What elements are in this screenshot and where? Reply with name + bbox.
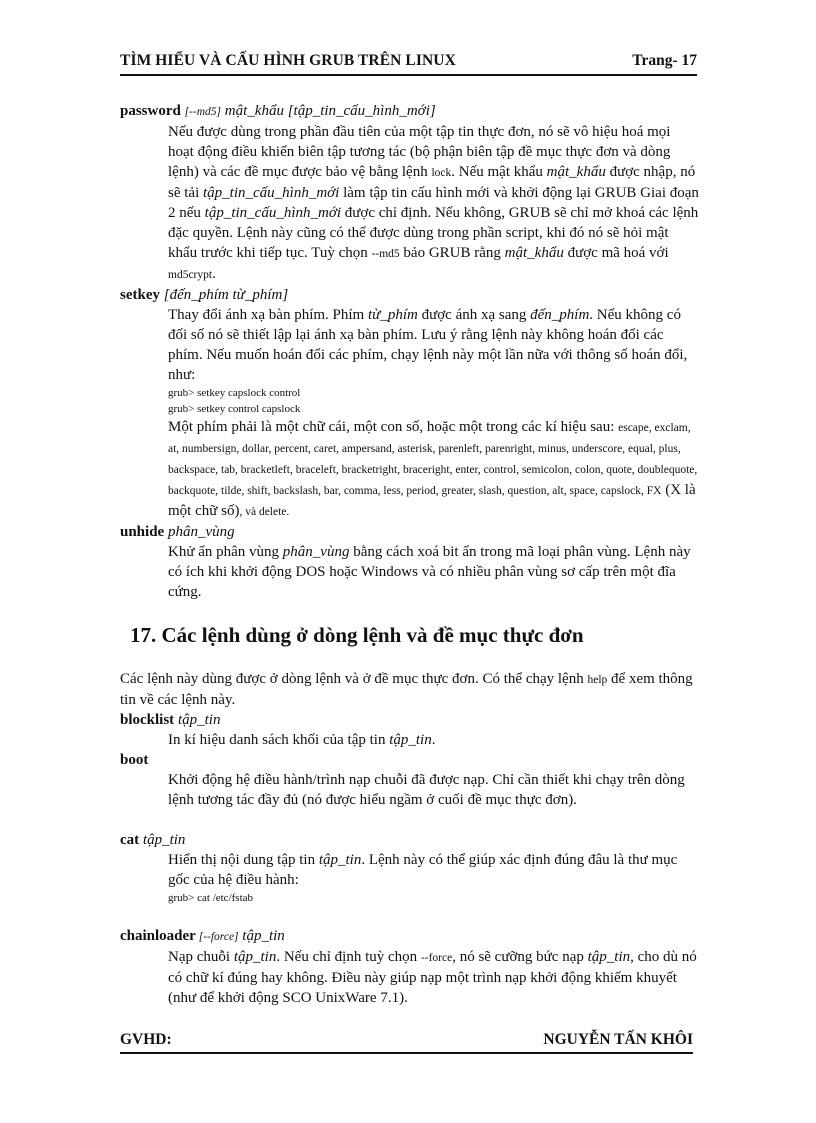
page-content [120, 101, 700, 1008]
command-args: tập_tin [139, 832, 186, 848]
command-name: chainloader [120, 928, 196, 944]
command-args: phân_vùng [164, 524, 235, 540]
code-line: grub> cat /etc/fstab [168, 892, 254, 904]
command-name: blocklist [120, 712, 175, 728]
command-name: cat [120, 832, 140, 848]
entry-desc-unhide: Khử ẩn phân vùng phân_vùng bằng cách xoá bit ẩn trong mã loại phân vùng. Lệnh này có ích khi khởi động DOS hoặc Windows và có nhiều phân vùng sơ cấp trên một đĩa cứng. [168, 544, 691, 600]
entry-heading-blocklist [120, 710, 700, 730]
entry-heading-chainloader [120, 926, 700, 947]
entry-heading-setkey [120, 285, 700, 305]
entry-desc-setkey: Thay đổi ánh xạ bàn phím. Phím từ_phím được ánh xạ sang đến_phím. Nếu không có đối số nó sẽ thiết lập lại ánh xạ bàn phím. Lưu ý rằng lệnh này không hoán đổi các phím. Nếu muốn hoán đổi các phím, chạy lệnh này một lần nữa với thông số hoán đổi, như: [168, 307, 688, 383]
section-intro: Các lệnh này dùng được ở dòng lệnh và ở đề mục thực đơn. Có thể chạy lệnh help để xem thông tin về các lệnh này. [120, 671, 693, 708]
header-title: TÌM HIỂU VÀ CẤU HÌNH GRUB TRÊN LINUX [120, 52, 456, 69]
entry-keys-setkey: Một phím phải là một chữ cái, một con số, hoặc một trong các kí hiệu sau: escape, exclam, at, numbersign, dollar, percent, caret, ampersand, asterisk, parenleft, parenright, minus, underscore, equal, plus, backspace, tab, bracketleft, braceleft, bracketright, braceright, enter, control, semicolon, colon, quote, doublequote, backquote, tilde, shift, backslash, bar, comma, less, period, greater, slash, question, alt, space, capslock, FX (X là một chữ số), và delete. [168, 419, 698, 519]
entry-heading-password [120, 101, 700, 122]
command-args: [đến_phím từ_phím] [160, 287, 289, 303]
command-option: [--md5] [184, 106, 222, 118]
spacer [120, 810, 700, 830]
code-line: grub> setkey control capslock [168, 403, 301, 415]
command-args: tập_tin [238, 928, 285, 944]
section-heading: 17. Các lệnh dùng ở dòng lệnh và đề mục thực đơn [130, 623, 584, 647]
entry-desc-cat: Hiển thị nội dung tập tin tập_tin. Lệnh này có thể giúp xác định đúng đâu là thư mục gốc của hệ điều hành: [168, 852, 678, 888]
command-args: mật_khẩu [tập_tin_cấu_hình_mới] [221, 103, 436, 119]
entry-desc-blocklist: In kí hiệu danh sách khối của tập tin tập_tin. [168, 732, 436, 748]
command-name: boot [120, 752, 149, 768]
command-args: tập_tin [174, 712, 221, 728]
command-name: setkey [120, 287, 160, 303]
entry-heading-boot [120, 750, 700, 770]
footer-author-name: NGUYỄN TẤN KHÔI [543, 1031, 693, 1048]
page-footer [120, 1030, 693, 1054]
header-page-number: Trang- 17 [632, 52, 697, 69]
entry-heading-unhide [120, 522, 700, 542]
spacer [120, 906, 700, 926]
command-option: [--force] [195, 931, 239, 943]
page-header [120, 50, 697, 76]
entry-desc-chainloader: Nạp chuỗi tập_tin. Nếu chỉ định tuỳ chọn --force, nó sẽ cưỡng bức nạp tập_tin, cho dù nó có chữ kí đúng hay không. Điều này giúp nạp một trình nạp khởi động khiếm khuyết (như để khởi động SCO UnixWare 7.1). [168, 949, 697, 1006]
entry-desc-boot: Khởi động hệ điều hành/trình nạp chuỗi đã được nạp. Chỉ cần thiết khi chạy trên dòng lệnh tương tác đầy đủ (nó được hiểu ngầm ở cuối đề mục thực đơn). [168, 772, 685, 808]
code-line: grub> setkey capslock control [168, 387, 301, 399]
entry-heading-cat [120, 830, 700, 850]
footer-supervisor-label: GVHD: [120, 1031, 172, 1048]
command-name: password [120, 103, 181, 119]
command-name: unhide [120, 524, 165, 540]
entry-desc-password: Nếu được dùng trong phần đầu tiên của một tập tin thực đơn, nó sẽ vô hiệu hoá mọi hoạt động điều khiển biên tập tương tác (bộ phận biên tập đề mục thực đơn và dòng lệnh) và các đề mục được bảo vệ bằng lệnh lock. Nếu mật khẩu mật_khẩu được nhập, nó sẽ tải tập_tin_cấu_hình_mới làm tập tin cấu hình mới và khởi động lại GRUB Giai đoạn 2 nếu tập_tin_cấu_hình_mới được chỉ định. Nếu không, GRUB sẽ chỉ mở khoá các lệnh đặc quyền. Lệnh này cũng có thể được dùng trong phần script, khi đó nó sẽ hỏi mật khẩu trước khi tiếp tục. Tuỳ chọn --md5 bảo GRUB rằng mật_khẩu được mã hoá với md5crypt. [168, 124, 699, 282]
